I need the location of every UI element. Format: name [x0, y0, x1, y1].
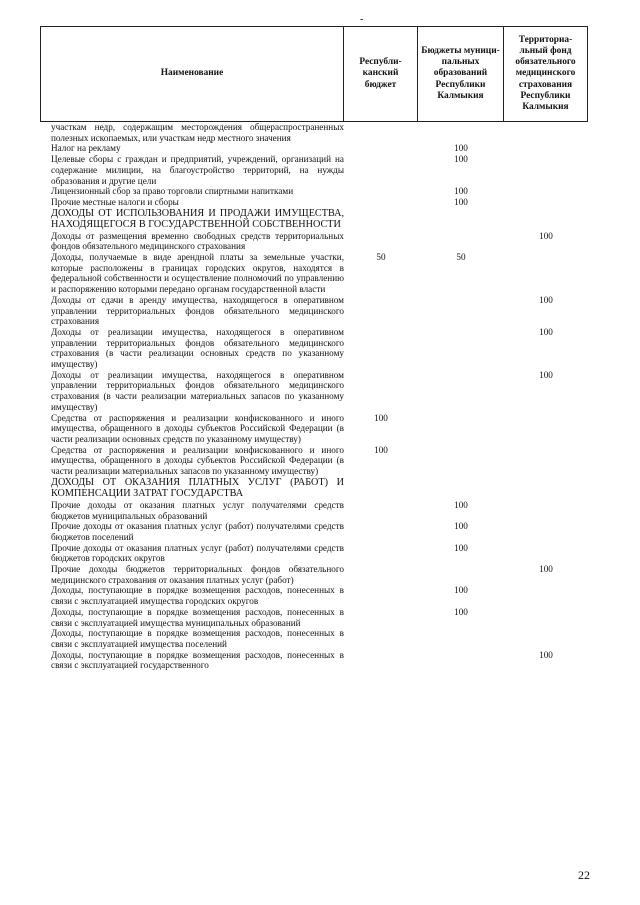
municipal-share-cell: 100: [454, 143, 468, 154]
territorial-fund-share-cell: [504, 500, 588, 521]
republic-share-cell: [344, 477, 418, 500]
table-row: [40, 585, 588, 606]
revenue-name-cell: Налог на рекламу: [51, 143, 121, 154]
territorial-fund-share-cell: [504, 445, 588, 477]
territorial-fund-share-cell: [504, 186, 588, 197]
republic-share-cell: [344, 521, 418, 542]
territorial-fund-share-cell: [504, 628, 588, 649]
territorial-fund-share-cell: 100: [539, 649, 553, 660]
revenue-name-cell: Средства от распоряжения и реализации конфискованного и иного имущества, обращенного в доходы субъектов Российской Федерации (в части реализации основных средств по указанному имуществу): [51, 412, 344, 444]
municipal-share-cell: [418, 628, 504, 649]
municipal-share-cell: 100: [454, 186, 468, 197]
table-row: [40, 252, 588, 295]
top-mark: -: [360, 14, 364, 25]
revenue-name-cell: Доходы, поступающие в порядке возмещения расходов, понесенных в связи с эксплуатацией имущества муниципальных образований: [51, 606, 344, 628]
republic-share-cell: [344, 208, 418, 231]
revenue-name-cell: Доходы, получаемые в виде арендной платы за земельные участки, которые расположены в границах городских округов, находятся в федеральной собственности и осуществление полномочий по управлению и распоряжению которыми передано органам государственной власти: [51, 252, 344, 295]
header-territorial-fund: Территориа-льный фонд обязательного медицинского страхования Республики Калмыкия: [504, 27, 588, 121]
table-row: [40, 445, 588, 477]
revenue-name-cell: Прочие доходы от оказания платных услуг (работ) получателями средств бюджетов поселений: [51, 521, 344, 542]
table-row: [40, 370, 588, 413]
table-row: [40, 154, 588, 186]
revenue-name-cell: Доходы от реализации имущества, находящегося в оперативном управлении территориальных фондов обязательного медицинского страхования (в части реализации основных средств по указанному имуществу): [51, 326, 344, 370]
table-row: [40, 231, 588, 252]
territorial-fund-share-cell: 100: [539, 230, 553, 241]
republic-share-cell: [344, 197, 418, 208]
municipal-share-cell: 100: [454, 499, 468, 510]
republic-share-cell: [344, 154, 418, 186]
page-number: 22: [578, 868, 590, 882]
revenue-name-cell: Доходы, поступающие в порядке возмещения расходов, понесенных в связи с эксплуатацией государственного: [51, 649, 344, 671]
republic-share-cell: [344, 585, 418, 606]
republic-share-cell: 50: [376, 252, 386, 263]
municipal-share-cell: [418, 564, 504, 585]
revenue-name-cell: Прочие доходы от оказания платных услуг (работ) получателями средств бюджетов городских округов: [51, 542, 344, 564]
municipal-share-cell: 100: [454, 196, 468, 207]
table-row: [40, 143, 588, 154]
revenue-name-cell: Доходы от размещения временно свободных средств территориальных фондов обязательного медицинского страхования: [51, 230, 344, 252]
republic-share-cell: [344, 650, 418, 671]
republic-share-cell: [344, 607, 418, 628]
revenue-name-cell: Целевые сборы с граждан и предприятий, учреждений, организаций на содержание милиции, на благоустройство территорий, на нужды образования и другие цели: [51, 154, 344, 186]
republic-share-cell: 100: [374, 444, 388, 455]
table-body: [40, 122, 588, 671]
territorial-fund-share-cell: [504, 413, 588, 445]
territorial-fund-share-cell: [504, 543, 588, 564]
section-heading: ДОХОДЫ ОТ ОКАЗАНИЯ ПЛАТНЫХ УСЛУГ (РАБОТ) И КОМПЕНСАЦИИ ЗАТРАТ ГОСУДАРСТВА: [51, 476, 344, 500]
territorial-fund-share-cell: 100: [539, 564, 553, 575]
municipal-share-cell: [418, 413, 504, 445]
territorial-fund-share-cell: [504, 154, 588, 186]
republic-share-cell: [344, 327, 418, 370]
municipal-share-cell: 50: [456, 252, 466, 263]
territorial-fund-share-cell: [504, 208, 588, 231]
table-row: [40, 521, 588, 542]
municipal-share-cell: [418, 445, 504, 477]
table-row: [40, 543, 588, 564]
table-row: [40, 564, 588, 585]
header-municipal-budgets: Бюджеты муници-пальных образований Республики Калмыкия: [418, 27, 504, 121]
header-republic-budget: Республи-канский бюджет: [344, 27, 418, 121]
municipal-share-cell: 100: [454, 154, 468, 165]
municipal-share-cell: [418, 477, 504, 500]
table-row: [40, 413, 588, 445]
revenue-name-cell: Прочие доходы бюджетов территориальных фондов обязательного медицинского страхования от оказания платных услуг (работ): [51, 564, 344, 585]
territorial-fund-share-cell: 100: [539, 294, 553, 305]
municipal-share-cell: [418, 122, 504, 143]
territorial-fund-share-cell: [504, 197, 588, 208]
republic-share-cell: [344, 143, 418, 154]
revenue-name-cell: Доходы, поступающие в порядке возмещения расходов, понесенных в связи с эксплуатацией имущества городских округов: [51, 585, 344, 607]
municipal-share-cell: 100: [454, 542, 468, 553]
table-row: [40, 197, 588, 208]
municipal-share-cell: 100: [454, 606, 468, 617]
territorial-fund-share-cell: [504, 477, 588, 500]
revenue-name-cell: Прочие местные налоги и сборы: [51, 196, 179, 207]
territorial-fund-share-cell: [504, 607, 588, 628]
table-row: [40, 327, 588, 370]
republic-share-cell: [344, 122, 418, 143]
table-row: [40, 650, 588, 671]
revenue-name-cell: Доходы от сдачи в аренду имущества, находящегося в оперативном управлении территориальных фондов обязательного медицинского страхования: [51, 294, 344, 327]
section-heading: ДОХОДЫ ОТ ИСПОЛЬЗОВАНИЯ И ПРОДАЖИ ИМУЩЕСТВА, НАХОДЯЩЕГОСЯ В ГОСУДАРСТВЕННОЙ СОБСТВЕННОСТИ: [51, 207, 344, 231]
territorial-fund-share-cell: [504, 143, 588, 154]
republic-share-cell: [344, 295, 418, 327]
republic-share-cell: [344, 186, 418, 197]
table-row: [40, 122, 588, 143]
territorial-fund-share-cell: 100: [539, 326, 553, 337]
table-row: [40, 500, 588, 521]
republic-share-cell: [344, 370, 418, 413]
municipal-share-cell: [418, 231, 504, 252]
territorial-fund-share-cell: [504, 252, 588, 295]
table-row: [40, 186, 588, 197]
territorial-fund-share-cell: [504, 122, 588, 143]
revenue-distribution-table: [40, 26, 588, 671]
revenue-name-cell: участкам недр, содержащим месторождения общераспространенных полезных ископаемых, или участкам недр местного значения: [51, 122, 344, 143]
revenue-name-cell: Прочие доходы от оказания платных услуг получателями средств бюджетов муниципальных образований: [51, 499, 344, 521]
revenue-name-cell: Средства от распоряжения и реализации конфискованного и иного имущества, обращенного в доходы субъектов Российской Федерации (в части реализации материальных запасов по указанному имуществу): [51, 444, 344, 477]
table-row: [40, 607, 588, 628]
republic-share-cell: [344, 564, 418, 585]
revenue-name-cell: Доходы, поступающие в порядке возмещения расходов, понесенных в связи с эксплуатацией имущества поселений: [51, 628, 344, 649]
territorial-fund-share-cell: [504, 585, 588, 606]
municipal-share-cell: [418, 650, 504, 671]
municipal-share-cell: [418, 327, 504, 370]
table-row: [40, 295, 588, 327]
header-name: Наименование: [40, 27, 344, 121]
section-heading-row: [40, 477, 588, 500]
municipal-share-cell: [418, 295, 504, 327]
territorial-fund-share-cell: [504, 521, 588, 542]
table-header: [40, 26, 588, 122]
municipal-share-cell: [418, 370, 504, 413]
revenue-name-cell: Доходы от реализации имущества, находящегося в оперативном управлении территориальных фондов обязательного медицинского страхования (в части реализации материальных запасов по указанному имуществу): [51, 369, 344, 412]
republic-share-cell: [344, 500, 418, 521]
municipal-share-cell: 100: [454, 585, 468, 596]
table-row: [40, 628, 588, 649]
republic-share-cell: 100: [374, 412, 388, 423]
republic-share-cell: [344, 231, 418, 252]
territorial-fund-share-cell: 100: [539, 369, 553, 380]
municipal-share-cell: [418, 208, 504, 231]
republic-share-cell: [344, 628, 418, 649]
republic-share-cell: [344, 543, 418, 564]
section-heading-row: [40, 208, 588, 231]
municipal-share-cell: 100: [454, 521, 468, 532]
revenue-name-cell: Лицензионный сбор за право торговли спиртными напитками: [51, 186, 294, 197]
